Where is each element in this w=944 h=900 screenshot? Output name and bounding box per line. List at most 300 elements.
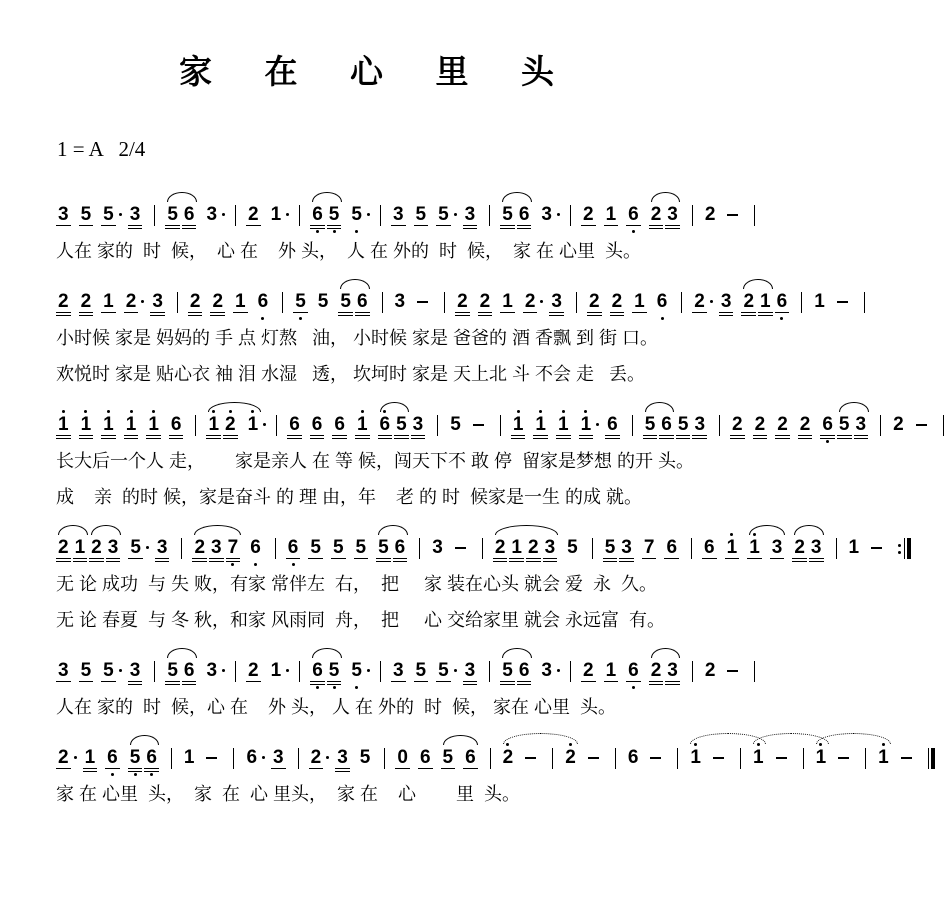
octave-dot-above: [442, 200, 445, 203]
octave-dot-below: [107, 686, 110, 689]
note: [747, 533, 762, 566]
octave-dot-below: [84, 686, 87, 689]
octave-dot-below: [314, 563, 317, 566]
octave-dot-below: [638, 317, 641, 320]
note: [688, 743, 703, 776]
augmentation-dot: [119, 213, 122, 216]
slur-arc: [91, 525, 121, 535]
octave-dot-above: [62, 410, 65, 413]
octave-dot-below: [587, 230, 590, 233]
note-number: 1: [814, 291, 825, 312]
note-number: 1: [556, 415, 571, 439]
note-number: 3: [432, 537, 443, 558]
note: [619, 533, 634, 566]
octave-dot-below: [239, 317, 242, 320]
note: [106, 533, 121, 566]
note-number: 5: [500, 205, 515, 229]
note: [327, 200, 342, 233]
note: [581, 656, 596, 689]
octave-dot-above: [818, 287, 821, 290]
octave-dot-below: [62, 230, 65, 233]
octave-dot-above: [632, 656, 635, 659]
octave-dot-below: [757, 773, 760, 776]
note: [414, 200, 429, 233]
octave-dot-below: [251, 440, 254, 443]
octave-dot-above: [359, 533, 362, 536]
note-number: 1: [206, 415, 221, 439]
note: [891, 410, 906, 443]
slur-arc: [194, 525, 241, 535]
octave-dot-above: [461, 287, 464, 290]
octave-dot-above: [134, 656, 137, 659]
barline: [570, 205, 571, 226]
octave-dot-above: [781, 410, 784, 413]
octave-dot-below: [78, 563, 81, 566]
augmentation-dot: [367, 213, 370, 216]
note-number: 2: [610, 292, 625, 316]
slur-arc: [340, 279, 370, 289]
note: [753, 410, 768, 443]
octave-dot-below: [293, 440, 296, 443]
note-number: 2: [493, 538, 508, 562]
octave-dot-below: [95, 563, 98, 566]
note-number: 6: [463, 748, 478, 772]
octave-dot-above: [682, 410, 685, 413]
note-number: 2: [792, 538, 807, 562]
note-number: 2: [223, 415, 238, 439]
octave-dot-below: [562, 440, 565, 443]
octave-dot-above: [62, 200, 65, 203]
barline: [836, 538, 837, 559]
octave-dot-below: [398, 563, 401, 566]
note-number: 3: [56, 661, 71, 685]
note-number: 3: [271, 748, 286, 772]
octave-dot-above: [670, 533, 673, 536]
barline: [235, 205, 236, 226]
barline: [864, 292, 865, 313]
note: [128, 743, 143, 776]
note-number: 2: [210, 292, 225, 316]
note: [310, 656, 325, 689]
augmentation-dot: [557, 213, 560, 216]
octave-dot-below: [545, 230, 548, 233]
note: [500, 287, 515, 320]
note: [665, 656, 680, 689]
octave-dot-above: [84, 656, 87, 659]
octave-dot-above: [736, 410, 739, 413]
notation-line: [56, 644, 735, 689]
note-number: 5: [128, 538, 143, 562]
octave-dot-below: [442, 230, 445, 233]
octave-dot-above: [161, 533, 164, 536]
octave-dot-below: [88, 773, 91, 776]
note-number: 1: [101, 292, 116, 316]
barline: [552, 748, 553, 769]
note-number: 1: [579, 415, 594, 439]
note-number: 1: [632, 292, 647, 316]
note: [204, 656, 219, 689]
barline: [171, 748, 172, 769]
note: [286, 533, 301, 566]
slur-arc: [312, 648, 342, 658]
octave-dot-below: [671, 686, 674, 689]
score: [0, 188, 904, 806]
octave-dot-below: [188, 773, 191, 776]
octave-dot-above: [562, 410, 565, 413]
note: [876, 743, 891, 776]
note: [56, 743, 71, 776]
note-number: 6: [287, 415, 302, 439]
barline: [380, 661, 381, 682]
octave-dot-above: [587, 656, 590, 659]
note: [523, 287, 538, 320]
octave-dot-below: [274, 686, 277, 689]
octave-dot-below: [753, 563, 756, 566]
half-note-dash: [727, 214, 738, 216]
augmentation-dot: [367, 669, 370, 672]
octave-dot-below: [897, 440, 900, 443]
slur-arc: [495, 525, 558, 535]
octave-dot-below: [364, 773, 367, 776]
note: [192, 533, 207, 566]
augmentation-dot: [286, 213, 289, 216]
note: [500, 656, 515, 689]
note: [741, 287, 756, 320]
lyric-line: 成 亲 的时 候，家是奋斗 的 理 由，年 老 的 时 候家是一生 的成 就。: [56, 487, 643, 507]
note-number: 2: [56, 538, 71, 562]
note: [128, 200, 143, 233]
lyric-line: 无 论 成功 与 失 败，有家 常伴左 右， 把 家 装在心头 就会 爱 永 久。: [56, 574, 658, 594]
octave-dot-above: [454, 410, 457, 413]
note-number: 5: [837, 415, 852, 439]
note-number: 6: [182, 205, 197, 229]
barline: [482, 538, 483, 559]
octave-dot-below: [571, 563, 574, 566]
augmentation-dot: [596, 423, 599, 426]
octave-dot-above: [506, 287, 509, 290]
note-number: 2: [56, 748, 71, 772]
note: [204, 200, 219, 233]
note: [391, 200, 406, 233]
note-number: 3: [463, 661, 478, 685]
note: [56, 533, 71, 566]
note-number: 6: [355, 292, 370, 316]
octave-dot-above: [130, 287, 133, 290]
octave-dot-below: [416, 440, 419, 443]
octave-dot-above: [397, 200, 400, 203]
octave-dot-above: [529, 287, 532, 290]
barline: [677, 748, 678, 769]
note: [248, 533, 263, 566]
note: [655, 287, 670, 320]
lyric-line: 欢悦时 家是 贴心衣 袖 泪 水湿 透， 坎坷时 家是 天上北 斗 不会 走 丢。: [56, 364, 646, 384]
octave-dot-below: [299, 317, 302, 320]
slur-arc: [443, 735, 478, 745]
note-number: 2: [79, 292, 94, 316]
note: [565, 533, 580, 566]
note-number: 7: [642, 538, 657, 562]
note: [335, 743, 350, 776]
note-number: 2: [192, 538, 207, 562]
octave-dot-below: [611, 440, 614, 443]
octave-dot-below: [852, 563, 855, 566]
note-number: 3: [394, 291, 406, 312]
note-number: 5: [436, 205, 451, 229]
octave-dot-below: [171, 230, 174, 233]
note: [798, 410, 813, 443]
octave-dot-below: [569, 773, 572, 776]
note-number: 1: [533, 415, 548, 439]
octave-dot-below: [194, 317, 197, 320]
note-number: 2: [649, 661, 664, 685]
octave-dot-below: [216, 317, 219, 320]
barline: [692, 661, 693, 682]
half-note-dash: [713, 757, 724, 759]
note-number: 6: [250, 537, 261, 558]
note: [327, 656, 342, 689]
barline: [500, 415, 501, 436]
octave-dot-above: [274, 656, 277, 659]
octave-dot-below: [333, 686, 336, 689]
octave-dot-above: [84, 410, 87, 413]
note-number: 3: [155, 538, 170, 562]
note-number: 5: [376, 538, 391, 562]
octave-dot-below: [210, 230, 213, 233]
note-number: 1: [500, 292, 515, 316]
octave-dot-below: [593, 317, 596, 320]
slur-arc: [378, 525, 408, 535]
note: [539, 656, 554, 689]
octave-dot-above: [107, 200, 110, 203]
octave-dot-below: [506, 230, 509, 233]
barline: [382, 292, 383, 313]
note-number: 5: [79, 205, 94, 229]
octave-dot-below: [764, 317, 767, 320]
note: [246, 656, 261, 689]
note-number: 1: [233, 292, 248, 316]
note-number: 2: [704, 660, 716, 681]
note-number: 1: [725, 538, 740, 562]
octave-dot-below: [632, 230, 635, 233]
octave-dot-below: [506, 686, 509, 689]
key-signature: 1 = A 2/4: [57, 137, 146, 161]
octave-dot-below: [150, 773, 153, 776]
octave-dot-below: [198, 563, 201, 566]
slur-arc: [58, 525, 88, 535]
half-note-dash: [901, 757, 912, 759]
slur-arc: [743, 279, 773, 289]
octave-dot-below: [625, 563, 628, 566]
note-number: 6: [664, 538, 679, 562]
octave-dot-below: [210, 686, 213, 689]
octave-dot-below: [468, 230, 471, 233]
octave-dot-below: [107, 230, 110, 233]
note: [511, 410, 526, 443]
note-number: 3: [391, 661, 406, 685]
octave-dot-above: [107, 410, 110, 413]
octave-dot-below: [483, 317, 486, 320]
slur-arc: [380, 402, 409, 412]
octave-dot-above: [419, 656, 422, 659]
notation-line: [56, 731, 889, 776]
barline: [740, 748, 741, 769]
barline: [154, 205, 155, 226]
half-note-dash: [588, 757, 599, 759]
thin-bar: [904, 538, 905, 559]
octave-dot-above: [416, 410, 419, 413]
octave-dot-above: [62, 287, 65, 290]
octave-dot-below: [333, 230, 336, 233]
augmentation-dot: [710, 300, 713, 303]
note: [101, 200, 116, 233]
half-note-dash: [650, 757, 661, 759]
note: [579, 410, 594, 443]
octave-dot-below: [361, 317, 364, 320]
note-number: 2: [649, 205, 664, 229]
slur-arc: [208, 402, 261, 412]
octave-dot-above: [468, 656, 471, 659]
octave-dot-above: [539, 410, 542, 413]
note: [517, 656, 532, 689]
slur-arc: [312, 192, 342, 202]
note: [659, 410, 674, 443]
note-number: 5: [128, 748, 143, 772]
octave-dot-above: [483, 287, 486, 290]
note: [316, 287, 331, 320]
augmentation-dot: [119, 669, 122, 672]
note: [626, 656, 641, 689]
octave-dot-below: [344, 317, 347, 320]
barline: [615, 748, 616, 769]
note: [751, 743, 766, 776]
note: [124, 287, 139, 320]
note: [643, 410, 658, 443]
octave-dot-below: [655, 686, 658, 689]
note: [308, 533, 323, 566]
note: [730, 410, 745, 443]
note: [463, 743, 478, 776]
barline: [754, 661, 755, 682]
lyric-line: 人在 家的 时 候，心 在 外 头， 人 在 外的 时 候， 家在 心里 头。: [56, 697, 617, 717]
note-number: 3: [206, 660, 218, 681]
octave-dot-above: [292, 533, 295, 536]
note-number: 5: [436, 661, 451, 685]
note: [293, 287, 308, 320]
note-number: 2: [775, 415, 790, 439]
octave-dot-below: [337, 563, 340, 566]
note-number: 1: [124, 415, 139, 439]
note-number: 3: [619, 538, 634, 562]
note-number: 5: [327, 661, 342, 685]
half-note-dash: [455, 547, 466, 549]
note-number: 1: [747, 538, 762, 562]
octave-dot-above: [780, 287, 783, 290]
octave-dot-below: [62, 317, 65, 320]
octave-dot-below: [499, 563, 502, 566]
note: [182, 656, 197, 689]
octave-dot-above: [442, 656, 445, 659]
octave-dot-above: [361, 410, 364, 413]
octave-dot-below: [671, 230, 674, 233]
note: [332, 410, 347, 443]
octave-dot-below: [730, 563, 733, 566]
note: [233, 287, 248, 320]
octave-dot-above: [254, 533, 257, 536]
note-number: 6: [257, 291, 269, 312]
octave-dot-above: [338, 410, 341, 413]
note-number: 1: [73, 538, 88, 562]
octave-dot-above: [571, 533, 574, 536]
half-note-dash: [417, 301, 428, 303]
octave-dot-above: [62, 743, 65, 746]
octave-dot-above: [397, 656, 400, 659]
note: [169, 410, 184, 443]
note: [393, 533, 408, 566]
note: [604, 656, 619, 689]
note-number: 6: [378, 415, 393, 439]
octave-dot-above: [299, 287, 302, 290]
note-number: 1: [79, 415, 94, 439]
barline: [570, 661, 571, 682]
note-number: 1: [247, 414, 259, 435]
slur-arc: [130, 735, 159, 745]
barline: [592, 538, 593, 559]
note-number: 5: [331, 538, 346, 562]
note: [395, 743, 410, 776]
octave-dot-above: [698, 287, 701, 290]
octave-dot-below: [212, 440, 215, 443]
note-number: 3: [854, 415, 869, 439]
note: [56, 200, 71, 233]
octave-dot-below: [62, 563, 65, 566]
note: [692, 287, 707, 320]
octave-dot-above: [156, 287, 159, 290]
song-title: 家 在 心 里 头: [179, 55, 566, 91]
augmentation-dot: [286, 669, 289, 672]
note: [581, 200, 596, 233]
note-number: 3: [541, 660, 552, 681]
note-number: 5: [351, 204, 362, 225]
octave-dot-above: [632, 743, 635, 746]
note: [642, 533, 657, 566]
octave-dot-above: [210, 200, 213, 203]
note: [226, 533, 241, 566]
note-number: 3: [463, 205, 478, 229]
note: [210, 287, 225, 320]
note: [188, 287, 203, 320]
octave-dot-below: [419, 230, 422, 233]
note: [391, 656, 406, 689]
octave-dot-above: [277, 743, 280, 746]
half-note-dash: [525, 757, 536, 759]
slur-arc: [167, 648, 197, 658]
octave-dot-below: [442, 686, 445, 689]
octave-dot-below: [111, 773, 114, 776]
barline: [681, 292, 682, 313]
note-number: 5: [359, 747, 371, 768]
note-number: 6: [656, 291, 668, 312]
note: [101, 656, 116, 689]
octave-dot-above: [107, 287, 110, 290]
octave-dot-above: [424, 743, 427, 746]
note-number: 6: [332, 415, 347, 439]
tie-arc: [816, 733, 891, 744]
note-number: 2: [478, 292, 493, 316]
note-number: 6: [626, 661, 641, 685]
note-number: 3: [209, 538, 224, 562]
octave-dot-below: [134, 230, 137, 233]
octave-dot-below: [587, 686, 590, 689]
